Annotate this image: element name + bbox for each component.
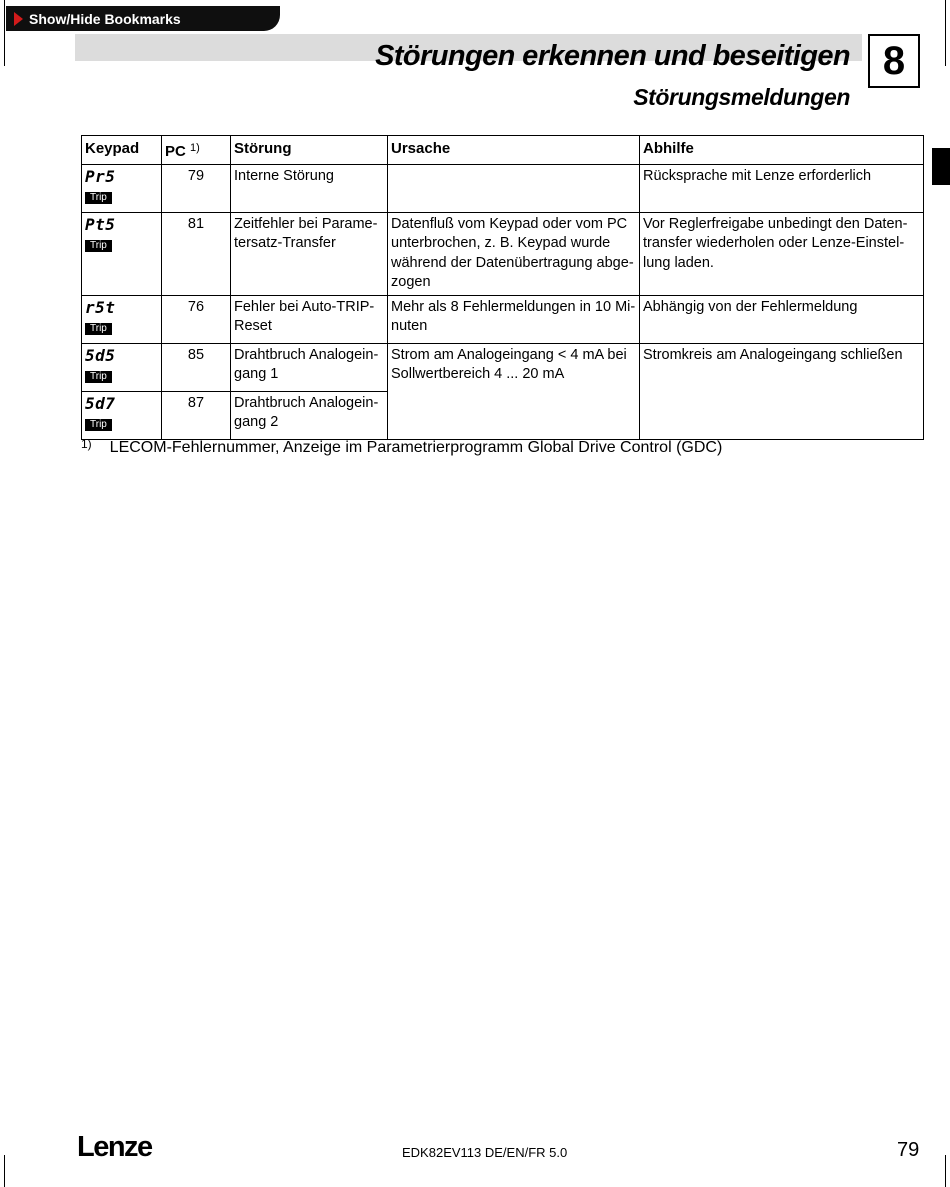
chapter-edge-marker (932, 148, 950, 185)
page-subtitle: Störungsmeldungen (633, 84, 850, 110)
col-header-keypad: Keypad (82, 136, 162, 165)
page-title: Störungen erkennen und beseitigen (375, 40, 850, 72)
trip-badge: Trip (85, 323, 112, 335)
keypad-display-code: r5t (85, 297, 116, 317)
trip-badge: Trip (85, 192, 112, 204)
fault-cell: Drahtbruch Analogein- gang 1 (231, 343, 388, 391)
fault-table (81, 135, 924, 440)
keypad-display-code: Pr5 (85, 166, 116, 186)
trip-badge: Trip (85, 371, 112, 383)
bookmarks-label: Show/Hide Bookmarks (29, 10, 181, 27)
keypad-cell (82, 164, 162, 212)
keypad-cell (82, 343, 162, 391)
keypad-cell (82, 295, 162, 343)
keypad-display-code: Pt5 (85, 214, 116, 234)
cause-cell (388, 164, 640, 212)
keypad-cell (82, 212, 162, 295)
crop-mark (945, 1155, 946, 1187)
crop-mark (945, 0, 946, 66)
table-row (82, 343, 924, 391)
crop-mark (4, 1155, 5, 1187)
fault-cell: Fehler bei Auto-TRIP- Reset (231, 295, 388, 343)
table-row (82, 212, 924, 295)
col-header-pc-label: PC (165, 143, 186, 160)
remedy-cell: Vor Reglerfreigabe unbedingt den Daten- transfer wiederholen oder Lenze-Einstel- lung laden. (640, 212, 924, 295)
fault-cell: Drahtbruch Analogein- gang 2 (231, 391, 388, 439)
crop-mark (4, 0, 5, 66)
keypad-display-code: 5d5 (85, 345, 116, 365)
footnote-mark: 1) (81, 437, 92, 451)
pc-cell: 79 (162, 164, 231, 212)
pc-cell: 85 (162, 343, 231, 391)
document-id: EDK82EV113 DE/EN/FR 5.0 (402, 1145, 568, 1160)
col-header-remedy: Abhilfe (640, 136, 924, 165)
footnote-text: LECOM-Fehlernummer, Anzeige im Parametrierprogramm Global Drive Control (GDC) (109, 439, 723, 456)
lenze-logo: Lenze (77, 1131, 152, 1163)
table-row (82, 164, 924, 212)
fault-cell: Zeitfehler bei Parame- tersatz-Transfer (231, 212, 388, 295)
col-header-pc (162, 136, 231, 165)
pc-footnote-mark: 1) (190, 142, 200, 154)
fault-cell: Interne Störung (231, 164, 388, 212)
col-header-fault: Störung (231, 136, 388, 165)
pc-cell: 81 (162, 212, 231, 295)
cause-cell: Datenfluß vom Keypad oder vom PC unterbrochen, z. B. Keypad wurde während der Datenübertragung abge- zogen (388, 212, 640, 295)
table-header-row (82, 136, 924, 165)
cause-cell: Mehr als 8 Fehlermeldungen in 10 Mi- nuten (388, 295, 640, 343)
pc-cell: 87 (162, 391, 231, 439)
footnote (81, 437, 722, 457)
pc-cell: 76 (162, 295, 231, 343)
trip-badge: Trip (85, 240, 112, 252)
remedy-cell: Abhängig von der Fehlermeldung (640, 295, 924, 343)
remedy-cell: Stromkreis am Analogeingang schließen (640, 343, 924, 439)
keypad-cell (82, 391, 162, 439)
chapter-number: 8 (868, 34, 920, 88)
remedy-cell: Rücksprache mit Lenze erforderlich (640, 164, 924, 212)
page-number: 79 (897, 1139, 920, 1161)
col-header-cause: Ursache (388, 136, 640, 165)
cause-cell: Strom am Analogeingang < 4 mA bei Sollwertbereich 4 ... 20 mA (388, 343, 640, 439)
triangle-right-icon (14, 12, 23, 26)
trip-badge: Trip (85, 419, 112, 431)
show-hide-bookmarks-button[interactable] (6, 6, 280, 31)
keypad-display-code: 5d7 (85, 393, 116, 413)
table-row (82, 295, 924, 343)
